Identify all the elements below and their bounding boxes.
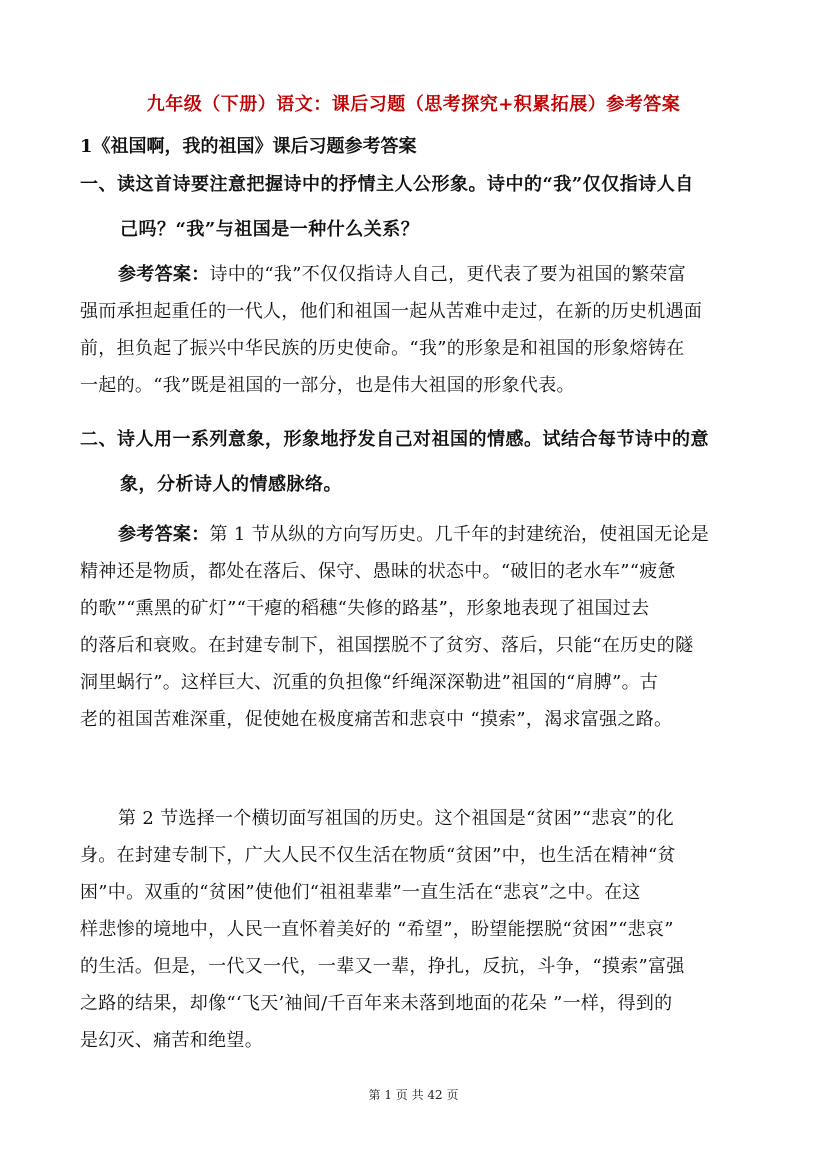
- document-title: 九年级（下册）语文：课后习题（思考探究+积累拓展）参考答案: [146, 94, 681, 115]
- answer-1-line-1: [80, 256, 750, 293]
- answer-2-text-1: 第 1 节从纵的方向写历史。几千年的封建统治，使祖国无论是: [209, 524, 710, 545]
- answer-2-paragraph-2: [80, 800, 750, 1059]
- question-2-line-1: 二、诗人用一系列意象，形象地抒发自己对祖国的情感。试结合每节诗中的意: [80, 429, 709, 450]
- answer-1-line-3: 前，担负起了振兴中华民族的历史使命。“我”的形象是和祖国的形象熔铸在: [80, 338, 685, 359]
- question-2-line-2: 象，分析诗人的情感脉络。: [120, 474, 342, 495]
- answer-2-line-4: 的落后和衰败。在封建专制下，祖国摆脱不了贫穷、落后，只能“在历史的隧: [80, 635, 694, 656]
- question-1-line-1: 一、读这首诗要注意把握诗中的抒情主人公形象。诗中的“我”仅仅指诗人自: [80, 174, 694, 195]
- answer-1-line-4: 一起的。“我”既是祖国的一部分，也是伟大祖国的形象代表。: [80, 375, 575, 396]
- answer-2-line-6: 老的祖国苦难深重，促使她在极度痛苦和悲哀中 “摸索”，渴求富强之路。: [80, 709, 673, 730]
- paragraph-2-line-1: 第 2 节选择一个横切面写祖国的历史。这个祖国是“贫困”“悲哀”的化: [118, 808, 674, 829]
- paragraph-2-line-4: 样悲惨的境地中，人民一直怀着美好的 “希望”，盼望能摆脱“贫困”“悲哀”: [80, 919, 674, 940]
- question-1: [80, 162, 752, 252]
- answer-1-line-2: 强而承担起重任的一代人，他们和祖国一起从苦难中走过，在新的历史机遇面: [80, 301, 703, 322]
- paragraph-2-line-6: 之路的结果，却像“‘飞天’袖间/千百年来未落到地面的花朵 ”一样，得到的: [80, 993, 673, 1014]
- answer-1-text-1: 诗中的“我”不仅仅指诗人自己，更代表了要为祖国的繁荣富: [209, 264, 687, 285]
- page-footer: 第 1 页 共 42 页: [368, 1088, 459, 1102]
- question-1-line-2: 己吗？“我”与祖国是一种什么关系？: [120, 219, 420, 240]
- answer-2-line-5: 洞里蜗行”。这样巨大、沉重的负担像“纤绳深深勒进”祖国的“肩膊”。古: [80, 672, 659, 693]
- answer-1: [80, 256, 750, 404]
- answer-2-line-2: 精神还是物质，都处在落后、保守、愚昧的状态中。“破旧的老水车”“疲惫: [80, 561, 676, 582]
- answer-2: [80, 516, 750, 738]
- answer-label: 参考答案：: [118, 264, 210, 285]
- answer-2-line-3: 的歌”“熏黑的矿灯”“干瘪的稻穗“失修的路基”，形象地表现了祖国过去: [80, 598, 650, 619]
- section-heading: 1《祖国啊，我的祖国》课后习题参考答案: [80, 136, 417, 157]
- answer-label: 参考答案：: [118, 524, 210, 545]
- question-2: [80, 417, 752, 507]
- paragraph-2-line-3: 困”中。双重的“贫困”使他们“祖祖辈辈”一直生活在“悲哀”之中。在这: [80, 882, 641, 903]
- paragraph-2-line-5: 的生活。但是，一代又一代，一辈又一辈，挣扎，反抗，斗争，“摸索”富强: [80, 956, 685, 977]
- paragraph-2-line-2: 身。在封建专制下，广大人民不仅生活在物质“贫困”中，也生活在精神“贫: [80, 845, 676, 866]
- answer-2-line-1: [80, 516, 750, 553]
- paragraph-2-line-7: 是幻灭、痛苦和绝望。: [80, 1030, 263, 1051]
